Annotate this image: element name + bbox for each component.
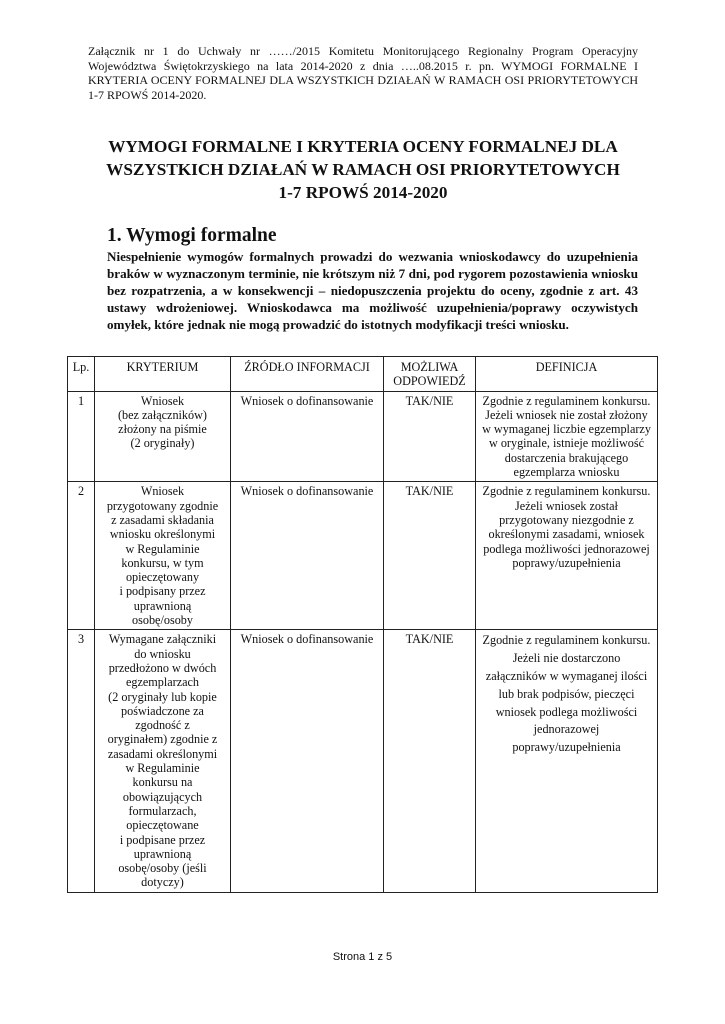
table-row <box>68 630 658 892</box>
cell-lp: 1 <box>68 391 95 482</box>
cell-criterion: Wniosek przygotowany zgodnie z zasadami składania wniosku określonymi w Regulaminie konkursu, w tym opieczętowany i podpisany przez uprawnioną osobę/osoby <box>95 482 231 630</box>
attachment-note: Załącznik nr 1 do Uchwały nr ……/2015 Komitetu Monitorującego Regionalny Program Operacyjny Województwa Świętokrzyskiego na lata 2014-2020 z dnia …..08.2015 r. pn. WYMOGI FORMALNE I KRYTERIA OCENY FORMALNEJ DLA WSZYSTKICH DZIAŁAŃ W RAMACH OSI PRIORYTETOWYCH 1-7 RPOWŚ 2014-2020. <box>88 44 638 102</box>
header-answer: MOŻLIWA ODPOWIEDŹ <box>384 357 476 392</box>
cell-source: Wniosek o dofinansowanie <box>231 391 384 482</box>
cell-definition: Zgodnie z regulaminem konkursu. Jeżeli nie dostarczono załączników w wymaganej ilości lub brak podpisów, pieczęci wniosek podlega możliwości jednorazowej poprawy/uzupełnienia <box>476 630 658 892</box>
header-source: ŹRÓDŁO INFORMACJI <box>231 357 384 392</box>
table-row <box>68 482 658 630</box>
cell-answer: TAK/NIE <box>384 630 476 892</box>
cell-answer: TAK/NIE <box>384 482 476 630</box>
header-criterion: KRYTERIUM <box>95 357 231 392</box>
cell-definition: Zgodnie z regulaminem konkursu. Jeżeli wniosek nie został złożony w wymaganej liczbie egzemplarzy w oryginale, istnieje możliwość dostarczenia brakującego egzemplarza wniosku <box>476 391 658 482</box>
header-definition: DEFINICJA <box>476 357 658 392</box>
document-title <box>88 135 638 204</box>
cell-lp: 3 <box>68 630 95 892</box>
title-line-3: 1-7 RPOWŚ 2014-2020 <box>278 183 448 202</box>
cell-lp: 2 <box>68 482 95 630</box>
table-header-row <box>68 357 658 392</box>
cell-criterion: Wniosek (bez załączników) złożony na piśmie (2 oryginały) <box>95 391 231 482</box>
cell-source: Wniosek o dofinansowanie <box>231 482 384 630</box>
cell-answer: TAK/NIE <box>384 391 476 482</box>
cell-source: Wniosek o dofinansowanie <box>231 630 384 892</box>
title-line-2: WSZYSTKICH DZIAŁAŃ W RAMACH OSI PRIORYTETOWYCH <box>106 160 620 179</box>
cell-criterion: Wymagane załączniki do wniosku przedłożono w dwóch egzemplarzach (2 oryginały lub kopie poświadczone za zgodność z oryginałem) zgodnie z zasadami określonymi w Regulaminie konkursu na obowiązujących formularzach, opieczętowane i podpisane przez uprawnioną osobę/osoby (jeśli dotyczy) <box>95 630 231 892</box>
page-number: Strona 1 z 5 <box>332 951 393 963</box>
section-paragraph: Niespełnienie wymogów formalnych prowadzi do wezwania wnioskodawcy do uzupełnienia braków w wyznaczonym terminie, nie krótszym niż 7 dni, pod rygorem pozostawienia wniosku bez rozpatrzenia, a w konsekwencji – niedopuszczenia projektu do oceny, zgodnie z art. 43 ustawy wdrożeniowej. Wnioskodawca ma możliwość uzupełnienia/poprawy oczywistych omyłek, które jednak nie mogą prowadzić do istotnych modyfikacji treści wniosku. <box>107 249 638 332</box>
table-row <box>68 391 658 482</box>
cell-definition: Zgodnie z regulaminem konkursu. Jeżeli wniosek został przygotowany niezgodnie z określonymi zasadami, wniosek podlega możliwości jednorazowej poprawy/uzupełnienia <box>476 482 658 630</box>
criteria-table <box>67 356 658 893</box>
header-lp: Lp. <box>68 357 95 392</box>
title-line-1: WYMOGI FORMALNE I KRYTERIA OCENY FORMALNEJ DLA <box>108 137 618 156</box>
section-heading: 1. Wymogi formalne <box>107 225 277 246</box>
